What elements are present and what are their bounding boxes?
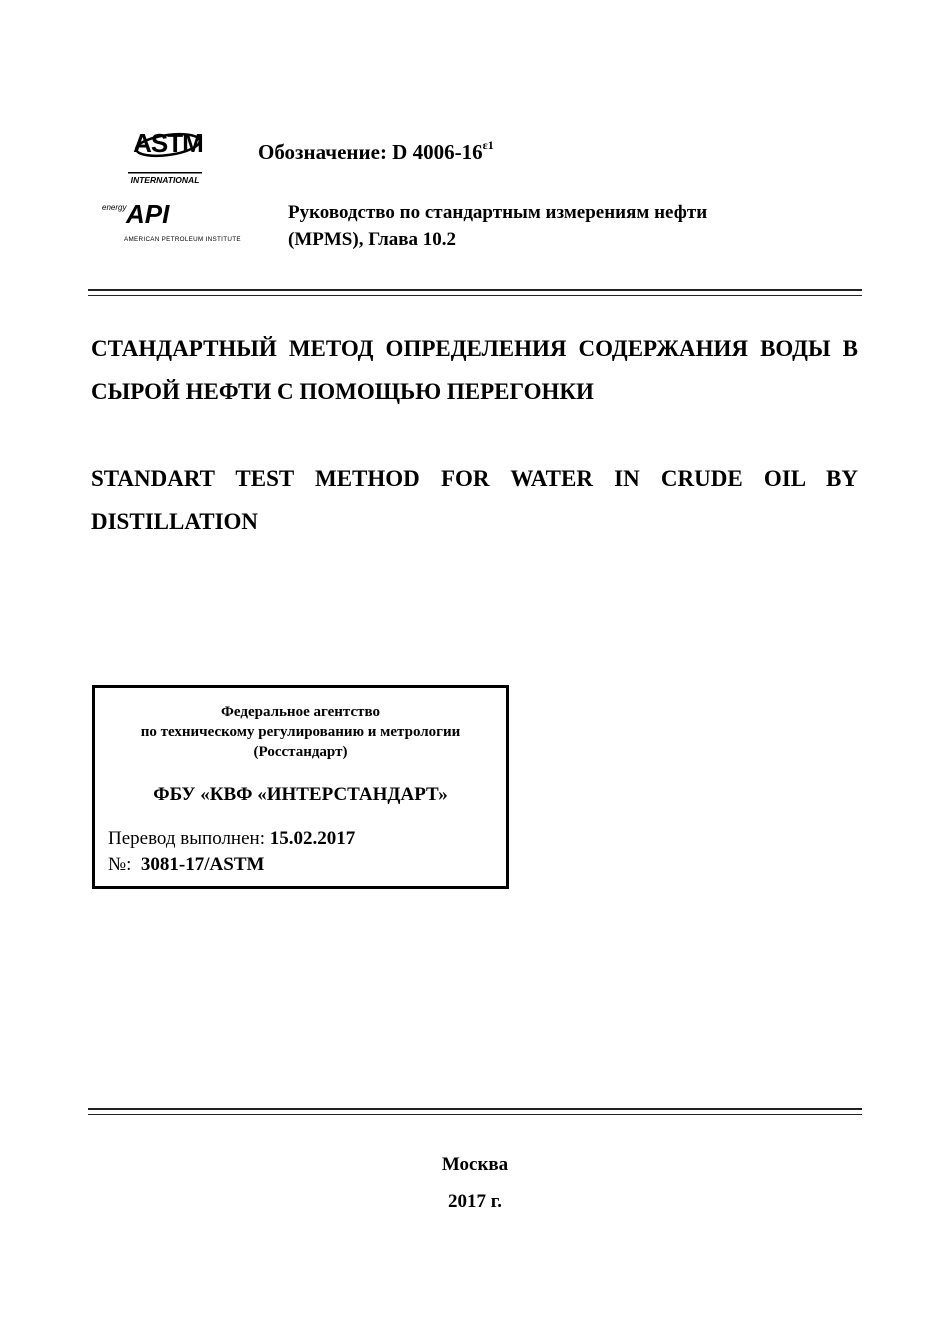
top-divider <box>88 289 862 296</box>
agency-name <box>95 702 506 762</box>
bottom-divider <box>88 1108 862 1115</box>
title-english: STANDART TEST METHOD FOR WATER IN CRUDE OIL BY DISTILLATION <box>91 466 858 534</box>
designation-suffix: ε1 <box>482 138 494 152</box>
svg-text:energy: energy <box>102 203 127 212</box>
api-logo <box>100 196 262 248</box>
agency-line-1: Федеральное агентство <box>221 704 380 720</box>
svg-text:API: API <box>126 199 170 229</box>
translation-stamp <box>92 685 509 889</box>
translation-date-row <box>108 828 355 850</box>
translated-label: Перевод выполнен: <box>108 828 265 849</box>
agency-line-3: (Росстандарт) <box>253 744 348 760</box>
manual-reference <box>288 199 707 253</box>
title-russian: СТАНДАРТНЫЙ МЕТОД ОПРЕДЕЛЕНИЯ СОДЕРЖАНИЯ ВОДЫ В СЫРОЙ НЕФТИ С ПОМОЩЬЮ ПЕРЕГОНКИ <box>91 336 858 404</box>
designation-label: Обозначение: D 4006-16 <box>258 140 483 164</box>
astm-logo <box>120 116 208 188</box>
year: 2017 г. <box>448 1191 502 1212</box>
number-value: 3081-17/ASTM <box>140 854 265 875</box>
agency-line-2: по техническому регулированию и метрологии <box>140 724 461 740</box>
designation <box>258 140 494 165</box>
svg-text:ASTM: ASTM <box>133 128 203 158</box>
city: Москва <box>441 1154 509 1175</box>
manual-line-1: Руководство по стандартным измерениям нефти <box>288 202 708 223</box>
svg-text:AMERICAN PETROLEUM INSTITUTE: AMERICAN PETROLEUM INSTITUTE <box>124 236 241 243</box>
translation-number-row <box>108 854 264 876</box>
manual-line-2: (MPMS), Глава 10.2 <box>288 229 457 250</box>
number-label: №: <box>108 854 132 875</box>
svg-text:INTERNATIONAL: INTERNATIONAL <box>130 175 200 185</box>
translated-date: 15.02.2017 <box>269 828 356 849</box>
organization-name: ФБУ «КВФ «ИНТЕРСТАНДАРТ» <box>153 784 448 805</box>
